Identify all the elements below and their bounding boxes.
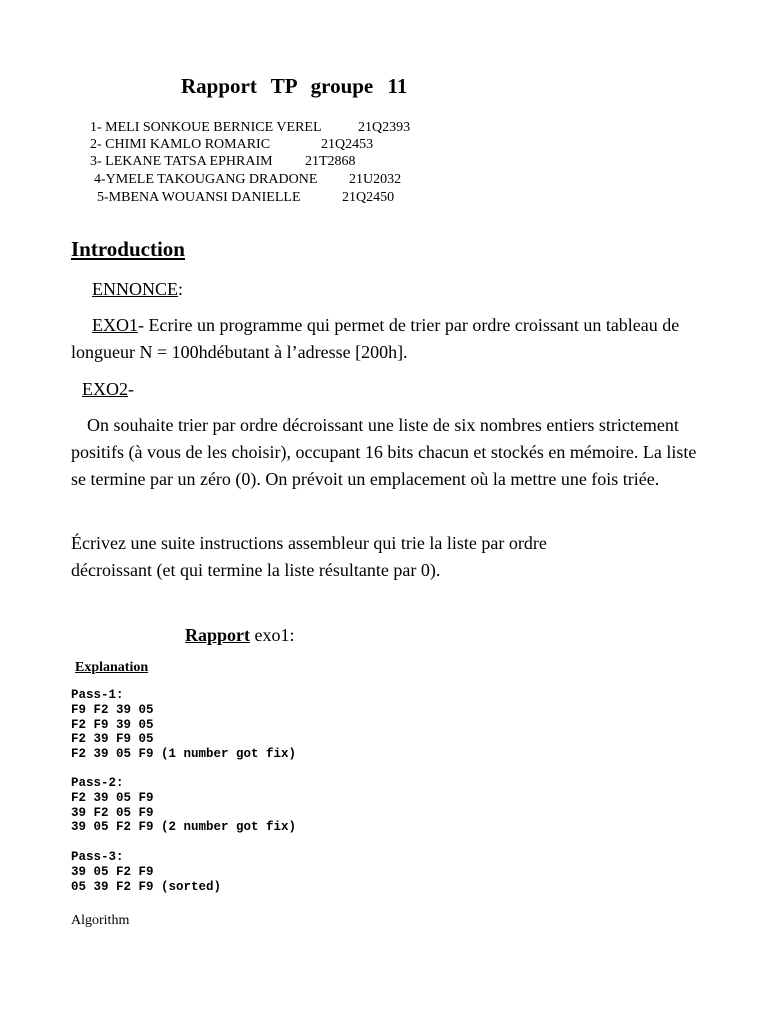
pass-line: 39 05 F2 F9 [71, 864, 154, 879]
exo1-label: EXO1 [92, 315, 138, 335]
pass-line: F2 39 05 F9 [71, 790, 154, 805]
ennonce-label: ENNONCE [92, 279, 178, 299]
page-title: Rapport TP groupe 11 [181, 74, 408, 98]
member-name: 2- CHIMI KAMLO ROMARIC [90, 137, 271, 152]
pass-line: F2 39 05 F9 (1 number got fix) [71, 747, 297, 762]
rapport-heading [185, 625, 295, 646]
member-3 [90, 153, 356, 171]
introduction-heading: Introduction [71, 237, 185, 261]
pass-line: F2 39 F9 05 [71, 732, 154, 747]
rapport-suffix: exo1: [250, 625, 295, 645]
member-name: 4-YMELE TAKOUGANG DRADONE [94, 172, 318, 187]
pass-label: Pass-2: [71, 776, 124, 790]
ennonce-line [92, 276, 183, 303]
member-name: 5-MBENA WOUANSI DANIELLE [97, 190, 301, 205]
member-name: 3- LEKANE TATSA EPHRAIM [90, 154, 273, 169]
pass-line: 39 05 F2 F9 (2 number got fix) [71, 820, 297, 835]
member-code: 21Q2450 [342, 190, 395, 205]
ennonce-colon: : [178, 279, 184, 299]
member-name: 1- MELI SONKOUE BERNICE VEREL [90, 120, 322, 135]
exo2-label: EXO2 [82, 379, 128, 399]
member-code: 21Q2453 [321, 137, 374, 152]
algorithm-label: Algorithm [71, 913, 130, 928]
member-code: 21Q2393 [358, 120, 411, 135]
exo2-dash: - [128, 379, 134, 399]
exo2-paragraph: On souhaite trier par ordre décroissant une liste de six nombres entiers strictement positifs (à vous de les choisir), occupant 16 bits chacun et stockés en mémoire. La liste se termine par un zéro (0). On prévoit un emplacement où la mettre une fois triée. [71, 415, 697, 489]
pass-label: Pass-1: [71, 688, 124, 702]
pass-1-block [71, 688, 296, 762]
pass-line: F2 F9 39 05 [71, 717, 154, 732]
explanation-heading: Explanation [75, 660, 149, 675]
rapport-label: Rapport [185, 625, 251, 645]
member-code: 21T2868 [305, 154, 356, 169]
member-1 [90, 119, 411, 137]
member-5 [97, 189, 395, 207]
pass-label: Pass-3: [71, 850, 124, 864]
pass-2-block [71, 776, 296, 835]
member-4 [94, 171, 402, 189]
exo1-paragraph [71, 312, 701, 366]
member-2 [90, 136, 374, 154]
exo2-instruction: Écrivez une suite instructions assembleur qui trie la liste par ordre décroissant (et qui termine la liste résultante par 0). [71, 533, 547, 580]
pass-3-block [71, 850, 221, 894]
exo2-line [82, 376, 134, 403]
pass-line: 39 F2 05 F9 [71, 805, 154, 820]
pass-line: 05 39 F2 F9 (sorted) [71, 879, 222, 894]
member-code: 21U2032 [349, 172, 402, 187]
pass-line: F9 F2 39 05 [71, 702, 154, 717]
exo1-text: - Ecrire un programme qui permet de trier par ordre croissant un tableau de longueur N = 100hdébutant à l’adresse [200h]. [71, 315, 680, 362]
